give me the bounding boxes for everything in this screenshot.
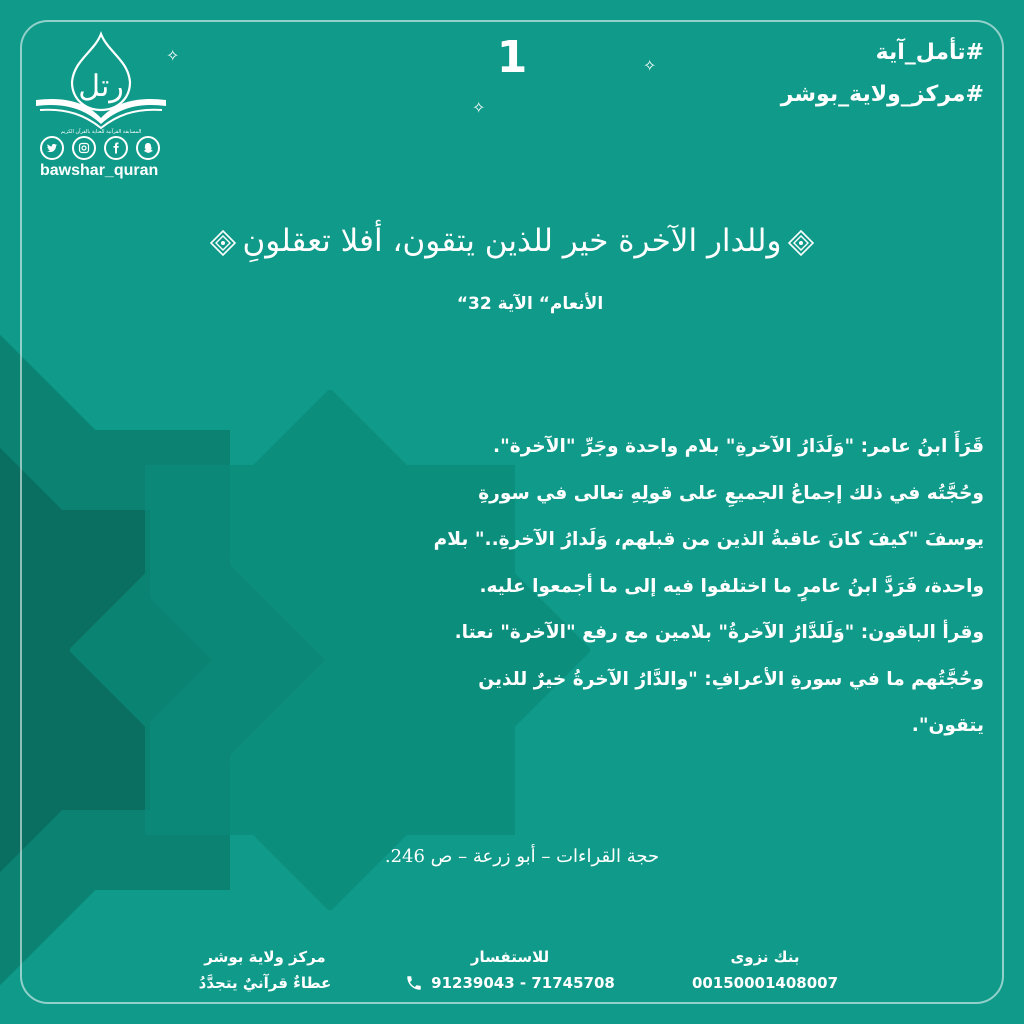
logo-calligraphy-icon: [28, 30, 174, 134]
footer-center-info: [190, 944, 340, 996]
body-line: واحدة، فَرَدَّ ابنُ عامرٍ ما اختلفوا فيه إلى ما أجمعوا عليه.: [479, 575, 984, 597]
sparkle-icon: ✧: [166, 46, 180, 65]
source-citation: حجة القراءات – أبو زرعة – ص 246.: [384, 846, 660, 867]
hashtags: [781, 32, 984, 116]
verse-ornament-right-icon: [787, 229, 815, 257]
slogan: عطاءٌ قرآنيٌ يتجدَّدُ: [198, 974, 332, 992]
snapchat-icon[interactable]: [136, 136, 160, 160]
body-line: قَرَأَ ابنُ عامر: "وَلَدَارُ الآخرةِ" بلام واحدة وجَرِّ "الآخرة".: [493, 436, 984, 457]
hashtag-reflect-verse[interactable]: #تأمل_آية: [875, 40, 984, 65]
body-line: وحُجَّتُه في ذلك إجماعُ الجميعِ على قولِهِ تعالى في سورةِ: [478, 482, 984, 504]
social-handle[interactable]: bawshar_quran: [40, 162, 159, 179]
body-line: وقرأ الباقون: "وَلَلدَّارُ الآخرةُ" بلامين مع رفع "الآخرة" نعتا.: [454, 622, 984, 643]
body-line: يوسفَ "كيفَ كانَ عاقبةُ الذين من قبلهم، وَلَدارُ الآخرةِ.." بلام: [433, 529, 984, 550]
logo-text: رتل: [78, 69, 124, 104]
logo-subtitle: المسابقة القرآنية للعناية بالقرآن الكريم: [60, 129, 142, 134]
verse-ornament-left-icon: [209, 229, 237, 257]
verse-text: وللدار الآخرة خير للذين يتقون، أفلا تعقلونِ: [242, 223, 782, 259]
sparkle-icon: ✧: [472, 98, 486, 117]
hashtag-center-bawshar[interactable]: #مركز_ولاية_بوشر: [780, 82, 984, 107]
body-line: وحُجَّتُهم ما في سورةِ الأعرافِ: "والدَّارُ الآخرةُ خيرٌ للذين: [478, 668, 984, 690]
inquiry-label: للاستفسار: [470, 948, 550, 966]
instagram-icon[interactable]: [72, 136, 96, 160]
body-line: يتقون".: [911, 715, 984, 736]
social-icons: [40, 136, 160, 160]
verse-reference: الأنعام“ الآية 32“: [456, 294, 604, 314]
phone-numbers[interactable]: 91239043 - 71745708: [431, 974, 615, 992]
footer-contact: [400, 944, 620, 996]
quran-verse: [150, 216, 874, 266]
center-name: مركز ولاية بوشر: [204, 948, 326, 966]
tafsir-body: [284, 424, 984, 750]
footer-bank: [680, 944, 850, 996]
bank-label: بنك نزوى: [730, 948, 800, 966]
bank-account[interactable]: 00150001408007: [691, 974, 839, 992]
page-number: 1: [496, 32, 528, 83]
twitter-icon[interactable]: [40, 136, 64, 160]
logo: [28, 30, 174, 138]
phone-icon: [405, 974, 423, 992]
sparkle-icon: ✧: [643, 56, 657, 75]
facebook-icon[interactable]: [104, 136, 128, 160]
